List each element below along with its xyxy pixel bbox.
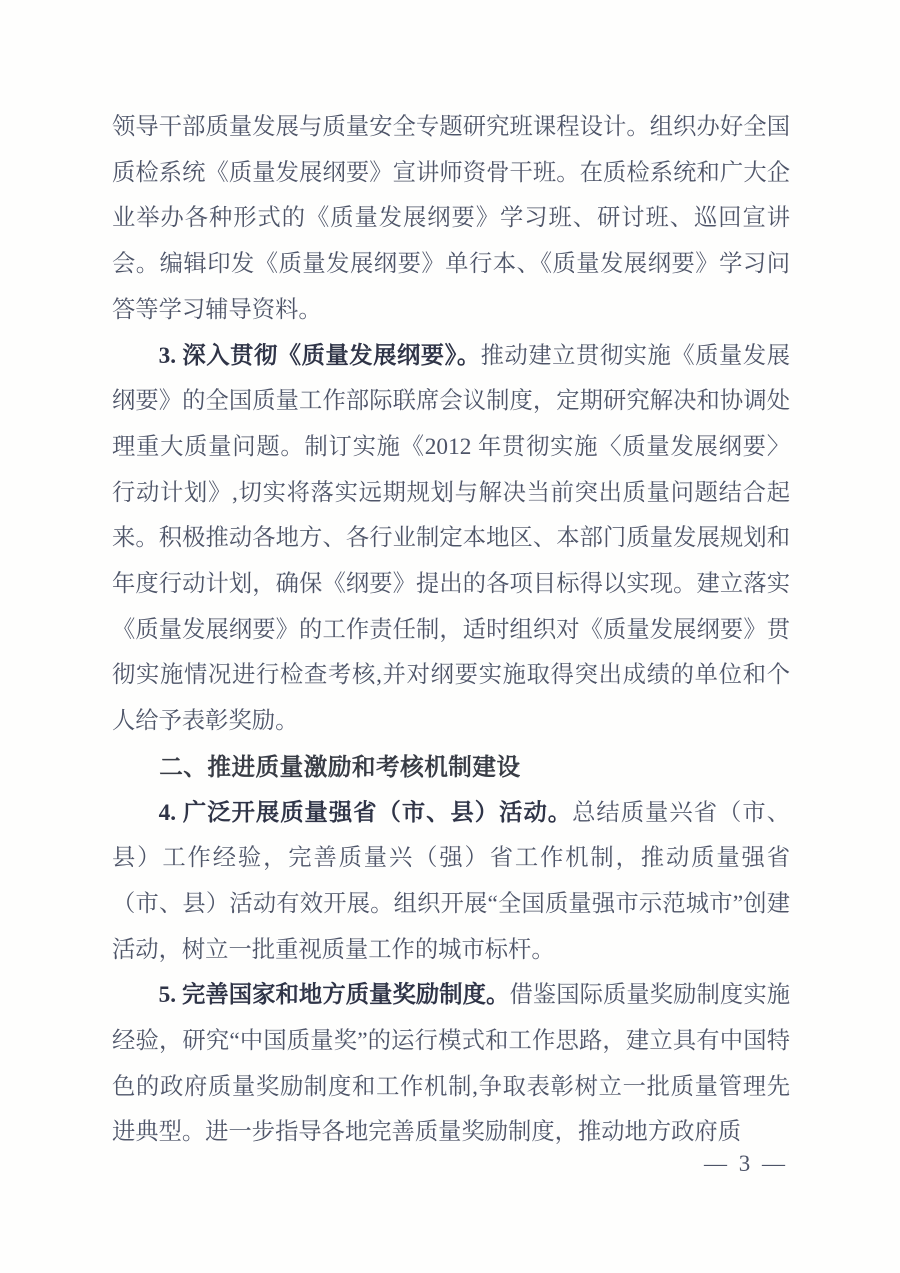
item-5-lead: 5. 完善国家和地方质量奖励制度。 <box>158 982 510 1009</box>
section-heading-text: 二、推进质量激励和考核机制建设 <box>159 752 521 781</box>
paragraph-text: 借鉴国际质量奖励制度实施经验，研究“中国质量奖”的运行模式和工作思路，建立具有中国特色的政府质量奖励制度和工作机制,争取表彰树立一批质量管理先进典型。进一步指导各地完善质量奖励制度，推动地方政府质 <box>112 982 791 1146</box>
paragraph-text: 推动建立贯彻实施《质量发展纲要》的全国质量工作部际联席会议制度，定期研究解决和协调处理重大质量问题。制订实施《2012 年贯彻实施〈质量发展纲要〉行动计划》,切实将落实远期规划与解决当前突出质量问题结合起来。积极推动各地方、各行业制定本地区、本部门质量发展规划和年度行动计划，确保《纲要》提出的各项目标得以实现。建立落实《质量发展纲要》的工作责任制，适时组织对《质量发展纲要》贯彻实施情况进行检查考核,并对纲要实施取得突出成绩的单位和个人给予表彰奖励。 <box>112 342 790 735</box>
paragraph-item-3 <box>112 334 790 745</box>
page-number: — 3 — <box>704 1151 788 1176</box>
item-3-lead: 3. 深入贯彻《质量发展纲要》。 <box>158 342 481 369</box>
item-4-lead: 4. 广泛开展质量强省（市、县）活动。 <box>158 799 573 826</box>
paragraph-item-4 <box>112 791 790 974</box>
paragraph-continuation <box>112 105 790 334</box>
section-heading <box>112 745 790 791</box>
paragraph-item-5 <box>112 973 790 1156</box>
paragraph-text: 总结质量兴省（市、县）工作经验，完善质量兴（强）省工作机制，推动质量强省（市、县）活动有效开展。组织开展“全国质量强市示范城市”创建活动，树立一批重视质量工作的城市标杆。 <box>112 799 791 963</box>
document-body <box>112 105 790 1156</box>
paragraph-text: 领导干部质量发展与质量安全专题研究班课程设计。组织办好全国质检系统《质量发展纲要》宣讲师资骨干班。在质检系统和广大企业举办各种形式的《质量发展纲要》学习班、研讨班、巡回宣讲会。编辑印发《质量发展纲要》单行本、《质量发展纲要》学习问答等学习辅导资料。 <box>112 114 790 323</box>
